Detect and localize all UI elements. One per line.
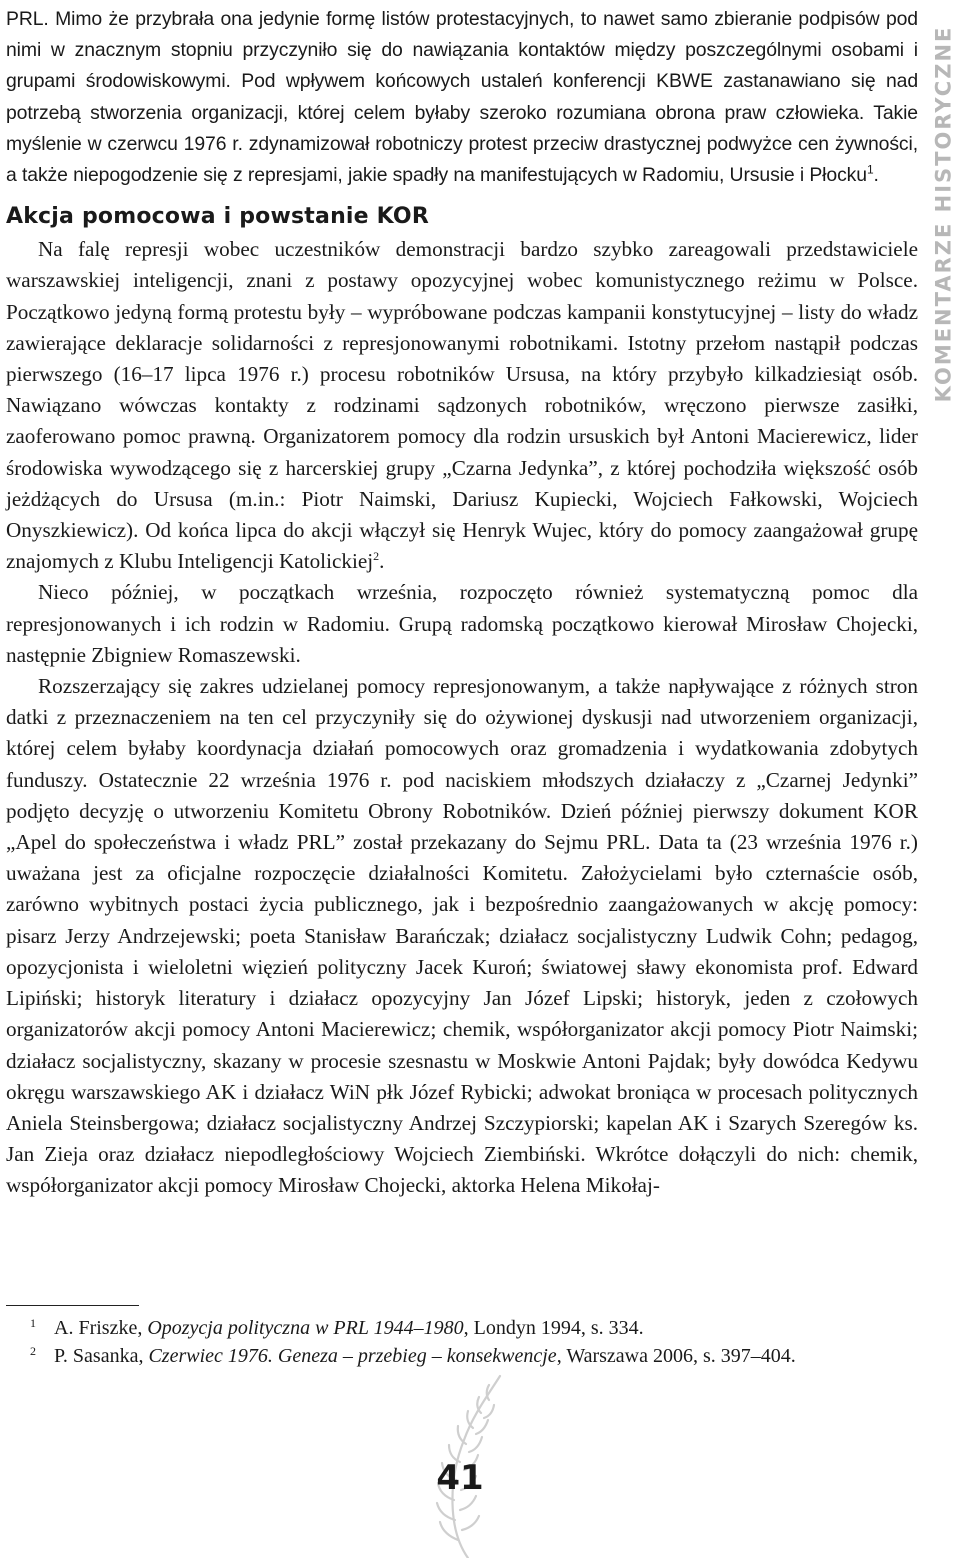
footnote-divider <box>6 1305 139 1306</box>
intro-paragraph <box>6 4 918 191</box>
paragraph-1-text: Na falę represji wobec uczestników demonstracji bardzo szybko zareagowali przedstawiciele warszawskiej inteligencji, znani z postawy opozycyjnej wobec komunistycznego reżimu w Polsce. Początkowo jedyną formą protestu były – wypróbowane podczas kampanii konstytucyjnej – listy do władz zawierające deklaracje solidarności z represjonowanymi robotnikami. Istotny przełom nastąpił podczas pierwszego (16–17 lipca 1976 r.) procesu robotników Ursusa, na który przybyło kilkadziesiąt osób. Nawiązano wówczas kontakty z rodzinami sądzonych robotników, wręczono pierwsze zasiłki, zaoferowano pomoc prawną. Organizatorem pomocy dla rodzin ursuskich był Antoni Macierewicz, lider środowiska wywodzącego się z harcerskiej grupy „Czarna Jedynka”, z której pochodziła większość osób jeżdżących do Ursusa (m.in.: Piotr Naimski, Dariusz Kupiecki, Wojciech Fałkowski, Wojciech Onyszkiewicz). Od końca lipca do akcji włączył się Henryk Wujec, który do pomocy zaangażował grupę znajomych z Klubu Inteligencji Katolickiej <box>6 237 918 574</box>
section-heading: Akcja pomocowa i powstanie KOR <box>6 204 429 230</box>
page-number: 41 <box>436 1458 484 1498</box>
footnote-number: 2 <box>30 1344 36 1358</box>
intro-text: PRL. Mimo że przybrała ona jedynie formę listów protestacyjnych, to nawet samo zbieranie podpisów pod nimi w znacznym stopniu przyczyniło się do nawiązania kontaktów między poszczególnymi osobami i grupami środowiskowymi. Pod wpływem końcowych ustaleń konferencji KBWE zastanawiano się nad potrzebą stworzenia organizacji, której celem byłaby szeroko rozumiana obrona praw człowieka. Takie myślenie w czerwcu 1976 r. zdynamizował robotniczy protest przeciw drastycznej podwyżce cen żywności, a także niepogodzenie się z represjami, jakie spadły na manifestujących w Radomiu, Ursusie i Płocku <box>6 8 918 187</box>
footnote-ref-2: 2 <box>373 549 380 564</box>
paragraph-1 <box>6 234 918 577</box>
side-section-label <box>927 14 959 414</box>
footnote-number: 1 <box>30 1316 36 1330</box>
side-section-label-text: KOMENTARZE HISTORYCZNE <box>931 25 956 403</box>
footnotes <box>30 1314 930 1370</box>
footnote-author: P. Sasanka, <box>54 1345 149 1367</box>
intro-end: . <box>873 164 879 187</box>
paragraph-3: Rozszerzający się zakres udzielanej pomocy represjonowanym, a także napływające z różnych stron datki z przeznaczeniem na ten cel przyczyniły się do ożywionej dyskusji nad utworzeniem organizacji, której celem byłaby koordynacja działań pomocowych oraz gromadzenia i wydatkowania zdobytych funduszy. Ostatecznie 22 września 1976 r. pod naciskiem młodszych działaczy z „Czarnej Jedynki” podjęto decyzję o utworzeniu Komitetu Obrony Robotników. Dzień później pierwszy dokument KOR „Apel do społeczeństwa i władz PRL” został przekazany do Sejmu PRL. Data ta (23 września 1976 r.) uważana jest za oficjalne rozpoczęcie działalności Komitetu. Założycielami było czternaście osób, zarówno wybitnych postaci życia publicznego, jak i bezpośrednio zaangażowanych w akcję pomocy: pisarz Jerzy Andrzejewski; poeta Stanisław Barańczak; działacz socjalistyczny Ludwik Cohn; pedagog, opozycjonista i wieloletni więzień polityczny Jacek Kuroń; światowej sławy ekonomista prof. Edward Lipiński; historyk literatury i działacz opozycyjny Jan Józef Lipski; historyk, jeden z czołowych organizatorów akcji pomocy Antoni Macierewicz; chemik, współorganizator akcji pomocy Piotr Naimski; działacz socjalistyczny, skazany w procesie szesnastu w Moskwie Antoni Pajdak; były dowódca Kedywu okręgu warszawskiego AK i działacz WiN płk Józef Rybicki; adwokat broniąca w procesach politycznych Aniela Steinsbergowa; działacz socjalistyczny Andrzej Szczypiorski; kapelan AK i Szarych Szeregów ks. Jan Zieja oraz działacz niepodległościowy Wojciech Ziembiński. Wkrótce dołączyli do nich: chemik, współorganizator akcji pomocy Mirosław Chojecki, aktorka Helena Mikołaj- <box>6 674 918 1198</box>
footnote-details: , Londyn 1994, s. 334. <box>463 1317 644 1339</box>
footnote-details: , Warszawa 2006, s. 397–404. <box>556 1345 796 1367</box>
footnote-item <box>30 1314 930 1342</box>
footnote-title: Opozycja polityczna w PRL 1944–1980 <box>147 1317 464 1339</box>
footnote-author: A. Friszke, <box>54 1317 148 1339</box>
paragraph-2: Nieco później, w początkach września, rozpoczęto również systematyczną pomoc dla represjonowanych i ich rodzin w Radomiu. Grupą radomską początkowo kierował Mirosław Chojecki, następnie Zbigniew Romaszewski. <box>6 580 918 667</box>
footnote-ref-1: 1 <box>866 162 874 177</box>
footnote-title: Czerwiec 1976. Geneza – przebieg – konsekwencje <box>148 1345 557 1367</box>
footnote-item <box>30 1342 930 1370</box>
paragraph-1-end: . <box>379 549 385 574</box>
article-body <box>6 4 918 1202</box>
